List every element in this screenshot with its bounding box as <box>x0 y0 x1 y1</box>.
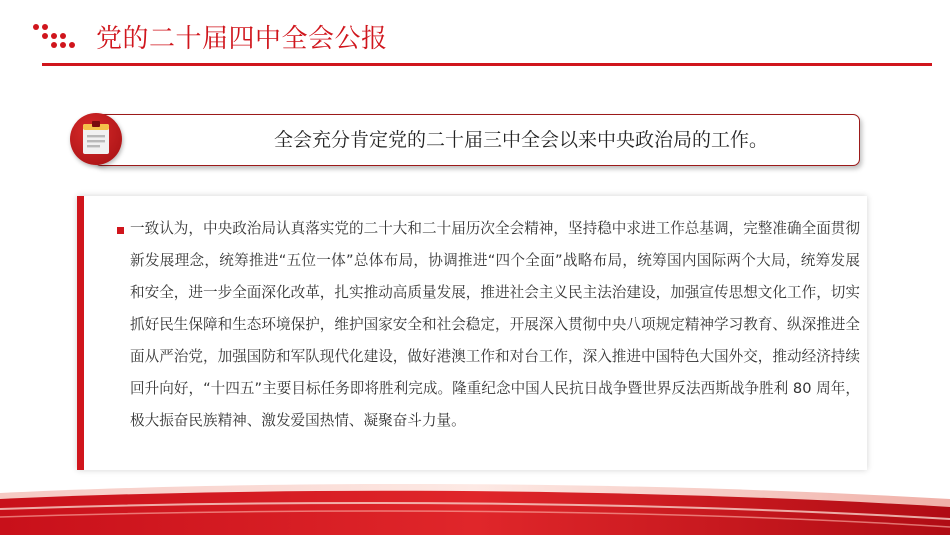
content-accent-bar <box>77 196 84 470</box>
content-box <box>77 196 867 470</box>
document-badge <box>70 113 122 165</box>
dots-decoration-icon <box>33 24 83 56</box>
summary-banner <box>94 114 860 166</box>
red-wave-decoration <box>0 475 950 535</box>
slide-header <box>0 0 950 70</box>
title-underline <box>42 63 932 66</box>
document-icon <box>80 121 112 157</box>
banner-text: 全会充分肯定党的二十届三中全会以来中央政治局的工作。 <box>273 129 768 151</box>
page-title: 党的二十届四中全会公报 <box>96 24 388 54</box>
square-bullet-icon <box>117 227 124 234</box>
body-paragraph: 一致认为，中央政治局认真落实党的二十大和二十届历次全会精神，坚持稳中求进工作总基调，完整准确全面贯彻新发展理念，统筹推进“五位一体”总体布局，协调推进“四个全面”战略布局，统筹国内国际两个大局，统筹发展和安全，进一步全面深化改革，扎实推动高质量发展，推进社会主义民主法治建设，加强宣传思想文化工作，切实抓好民生保障和生态环境保护，维护国家安全和社会稳定，开展深入贯彻中央八项规定精神学习教育、纵深推进全面从严治党，加强国防和军队现代化建设，做好港澳工作和对台工作，深入推进中国特色大国外交，推动经济持续回升向好，“十四五”主要目标任务即将胜利完成。隆重纪念中国人民抗日战争暨世界反法西斯战争胜利 80 周年，极大振奋民族精神、激发爱国热情、凝聚奋斗力量。 <box>130 220 860 429</box>
